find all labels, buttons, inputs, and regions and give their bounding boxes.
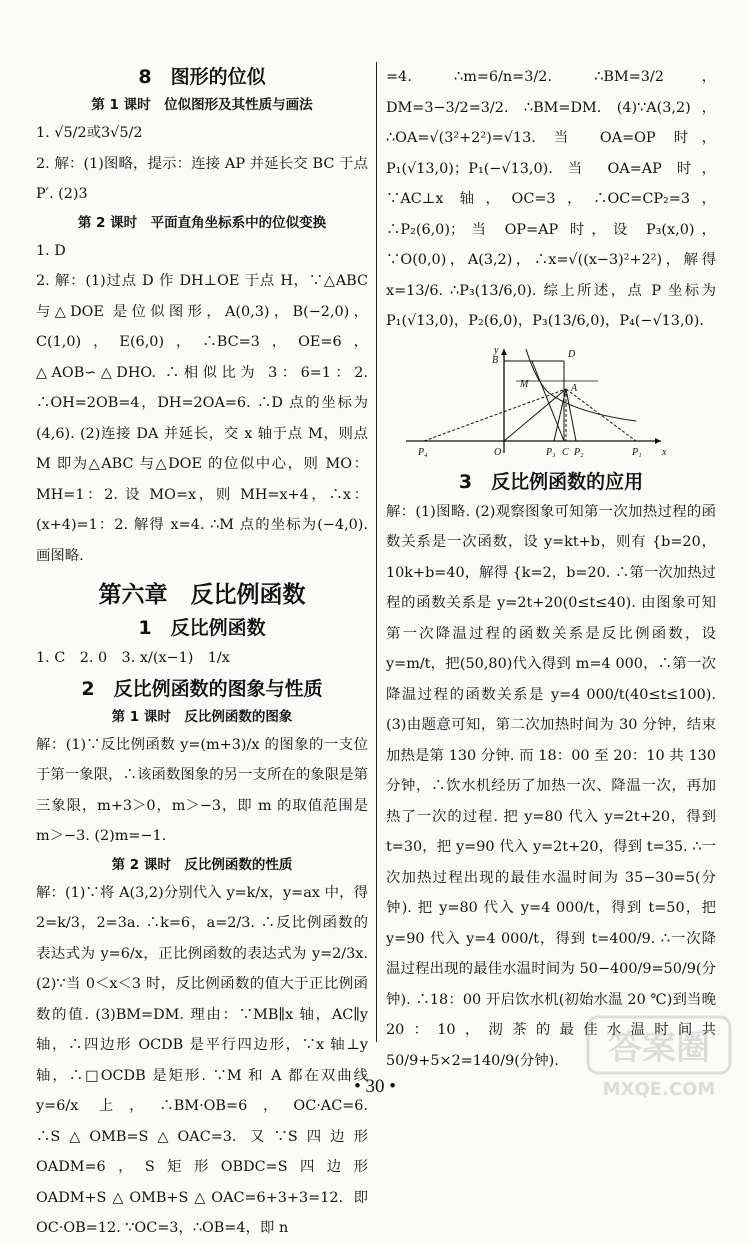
lesson-1-title: 第 1 课时 位似图形及其性质与画法 xyxy=(91,97,313,113)
answer-item: 2. 解：(1)过点 D 作 DH⊥OE 于点 H，∵△ABC 与△DOE 是位似图形，A(0,3)，B(−2,0)，C(1,0)，E(6,0)，∴BC=3，OE=6，△AOB∽△DHO. ∴相似比为 3：6=1：2. ∴OH=2OB=4，DH=2OA=6. ∴D 点的坐标为(4,6). (2)连接 DA 并延长，交 x 轴于点 M，则点 M 即为△ABC 与△DOE 的位似中心，则 MO：MH=1：2. 设 MO=x，则 MH=x+4，∴x：(x+4)=1：2. 解得 x=4. ∴M 点的坐标为(−4,0). 画图略. xyxy=(36,273,368,564)
answer-item: 2. 解：(1)图略，提示：连接 AP 并延长交 BC 于点 P′. (2)3 xyxy=(36,155,368,202)
answer-item: 1. C 2. 0 3. x/(x−1) 1/x xyxy=(36,650,230,666)
label-y: y xyxy=(494,344,499,356)
left-column xyxy=(36,62,368,1244)
label-P2: P₂ xyxy=(574,446,584,458)
label-P3: P₃ xyxy=(546,446,556,458)
answer-continuation: =4. ∴m=6/n=3/2. ∴BM=3/2，DM=3−3/2=3/2. ∴BM=DM. (4)∵A(3,2)，∴OA=√(3²+2²)=√13. 当 OA=OP 时，P₁(√13,0)；P₁(−√13,0). 当 OA=AP 时，∵AC⊥x 轴，OC=3，∴OC=CP₂=3，∴P₂(6,0)；当 OP=AP 时，设 P₃(x,0)，∵O(0,0)，A(3,2)，∴x=√((x−3)²+2²)，解得 x=13/6. ∴P₃(13/6,0). 综上所述，点 P 坐标为 P₁(√13,0)，P₂(6,0)，P₃(13/6,0)，P₄(−√13,0). xyxy=(386,69,716,329)
label-M: M xyxy=(520,378,529,390)
section-8-title: 8 图形的位似 xyxy=(138,66,266,88)
answer-item: 1. √5/2或3√5/2 xyxy=(36,125,143,141)
label-D: D xyxy=(568,348,576,360)
label-P4: P₄ xyxy=(418,446,428,458)
answer-item: 解：(1)图略. (2)观察图象可知第一次加热过程的函数关系是一次函数，设 y=kt+b，则有 {b=20，10k+b=40，解得 {k=2，b=20. ∴第一次加热过程的函数关系是 y=2t+20(0≤t≤40). 由图象可知第一次降温过程的函数关系是反比例函数，设 y=m/t，把(50,80)代入得到 m=4 000，∴第一次降温过程的函数关系是 y=4 000/t(40≤t≤100). (3)由题意可知，第二次加热时间为 30 分钟，结束加热是第 130 分钟. 而 18：00 至 20：10 共 130 分钟，∴饮水机经历了加热一次、降温一次，再加热了一次的过程. 把 y=80 代入 y=2t+20，得到 t=30，把 y=90 代入 y=2t+20，得到 t=35. ∴一次加热过程出现的最佳水温时间为 35−30=5(分钟). 把 y=80 代入 y=4 000/t，得到 t=50，把 y=90 代入 y=4 000/t，得到 t=400/9. ∴一次降温过程出现的最佳水温时间为 50−400/9=50/9(分钟). ∴18：00 开启饮水机(初始水温 20 ℃)到当晚 20：10，沏茶的最佳水温时间共 50/9+5×2=140/9(分钟). xyxy=(386,503,716,1069)
section-1-title: 1 反比例函数 xyxy=(138,617,266,639)
svg-text:MXQE.COM: MXQE.COM xyxy=(602,1079,716,1100)
label-A: A xyxy=(571,382,578,394)
answer-item: 解：(1)∵将 A(3,2)分别代入 y=k/x，y=ax 中，得 2=k/3，2=3a. ∴k=6，a=2/3. ∴反比例函数的表达式为 y=6/x，正比例函数的表达式为 y=2/3x. (2)∵当 0＜x＜3 时，反比例函数的值大于正比例函数的值. (3)BM=DM. 理由：∵MB∥x 轴，AC∥y 轴，∴四边形 OCDB 是平行四边形，∵x 轴⊥y 轴，∴□OCDB 是矩形. ∵M 和 A 都在双曲线 y=6/x 上，∴BM·OB=6，OC·AC=6. ∴S△OMB=S△OAC=3. 又∵S四边形OADM=6，S矩形OBDC=S四边形OADM+S△OMB+S△OAC=6+3+3=12. 即 OC·OB=12. ∵OC=3，∴OB=4，即 n xyxy=(36,884,368,1236)
label-O: O xyxy=(494,446,502,458)
chapter-6-title: 第六章 反比例函数 xyxy=(98,582,306,608)
svg-text:答案圈: 答案圈 xyxy=(608,1028,710,1068)
coordinate-figure xyxy=(386,341,716,461)
column-divider xyxy=(376,62,377,1042)
lesson-2-title: 第 2 课时 反比例函数的性质 xyxy=(111,856,293,873)
section-2-title: 2 反比例函数的图象与性质 xyxy=(81,677,323,700)
label-P1: P₁ xyxy=(632,446,642,458)
section-3-title: 3 反比例函数的应用 xyxy=(458,470,644,493)
lesson-2-title: 第 2 课时 平面直角坐标系中的位似变换 xyxy=(77,214,327,231)
lesson-1-title: 第 1 课时 反比例函数的图象 xyxy=(111,708,293,725)
label-C: C xyxy=(562,446,569,458)
answer-item: 1. D xyxy=(36,242,66,259)
page-number: • 30 • xyxy=(354,1076,396,1097)
label-x: x xyxy=(662,446,667,458)
label-B: B xyxy=(492,354,499,366)
answer-item: 解：(1)∵反比例函数 y=(m+3)/x 的图象的一支位于第一象限，∴该函数图象的另一支所在的象限是第三象限，m+3＞0，m＞−3，即 m 的取值范围是 m＞−3. (2)m=−1. xyxy=(36,736,368,844)
watermark-logo xyxy=(584,1011,734,1103)
right-column xyxy=(386,62,716,1076)
coordinate-diagram xyxy=(386,341,716,461)
